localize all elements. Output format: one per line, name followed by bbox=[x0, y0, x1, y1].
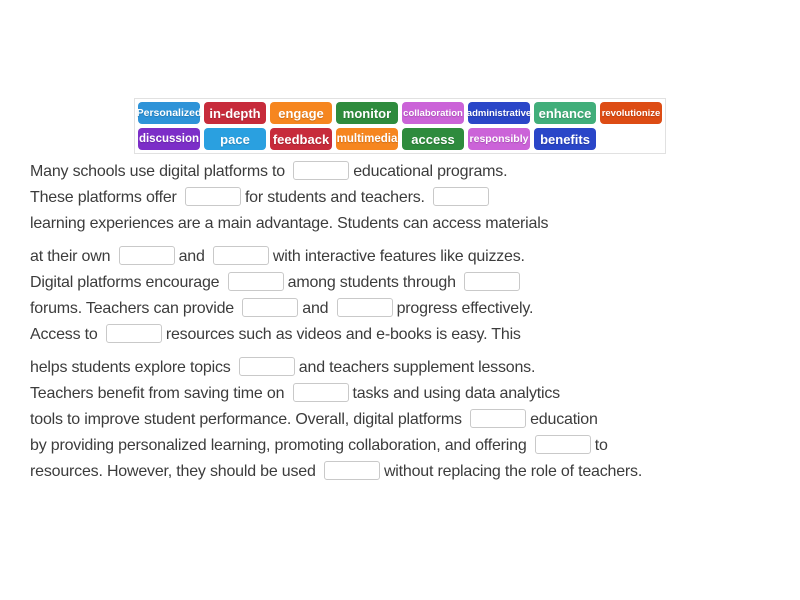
passage-text-segment: tools to improve student performance. Overall, digital platforms bbox=[30, 411, 462, 428]
passage-text-segment: and teachers supplement lessons. bbox=[298, 359, 536, 376]
passage-text-segment: Many schools use digital platforms to bbox=[30, 163, 285, 180]
word-chip-in-depth[interactable]: in-depth bbox=[204, 102, 266, 124]
passage-line bbox=[30, 381, 790, 407]
word-chip-benefits[interactable]: benefits bbox=[534, 128, 596, 150]
passage-text-segment: Teachers benefit from saving time on bbox=[30, 385, 285, 402]
passage-line bbox=[30, 355, 790, 381]
word-bank-row bbox=[138, 128, 662, 150]
passage-text-segment: resources such as videos and e-books is easy. This bbox=[165, 326, 521, 343]
answer-blank[interactable] bbox=[119, 246, 175, 265]
answer-blank[interactable] bbox=[324, 461, 380, 480]
passage-text-segment: without replacing the role of teachers. bbox=[383, 463, 643, 480]
passage-text-segment: education bbox=[530, 411, 598, 428]
passage-text-segment: and bbox=[178, 248, 205, 265]
passage-text-segment: These platforms offer bbox=[30, 189, 177, 206]
word-chip-responsibly[interactable]: responsibly bbox=[468, 128, 530, 150]
passage-paragraph bbox=[30, 159, 790, 237]
passage-line bbox=[30, 459, 790, 485]
passage-text-segment: Access to bbox=[30, 326, 98, 343]
word-bank-row bbox=[138, 102, 662, 124]
passage-text-segment: with interactive features like quizzes. bbox=[272, 248, 525, 265]
passage-text-segment: progress effectively. bbox=[396, 300, 534, 317]
passage-text-segment: educational programs. bbox=[353, 163, 508, 180]
passage-line bbox=[30, 211, 790, 237]
passage-text-segment: and bbox=[302, 300, 329, 317]
word-chip-collaboration[interactable]: collaboration bbox=[402, 102, 464, 124]
passage-line bbox=[30, 270, 790, 296]
passage-line bbox=[30, 244, 790, 270]
answer-blank[interactable] bbox=[293, 383, 349, 402]
word-chip-access[interactable]: access bbox=[402, 128, 464, 150]
passage-text-segment: resources. However, they should be used bbox=[30, 463, 316, 480]
passage-line bbox=[30, 322, 790, 348]
answer-blank[interactable] bbox=[228, 272, 284, 291]
word-chip-feedback[interactable]: feedback bbox=[270, 128, 332, 150]
word-chip-discussion[interactable]: discussion bbox=[138, 128, 200, 150]
passage-text-segment: among students through bbox=[287, 274, 456, 291]
passage-text-segment: helps students explore topics bbox=[30, 359, 231, 376]
passage-text-segment: tasks and using data analytics bbox=[352, 385, 560, 402]
answer-blank[interactable] bbox=[535, 435, 591, 454]
word-chip-administrative[interactable]: administrative bbox=[468, 102, 530, 124]
answer-blank[interactable] bbox=[470, 409, 526, 428]
answer-blank[interactable] bbox=[185, 187, 241, 206]
word-chip-revolutionize[interactable]: revolutionize bbox=[600, 102, 662, 124]
answer-blank[interactable] bbox=[213, 246, 269, 265]
passage-line bbox=[30, 185, 790, 211]
passage-text-segment: learning experiences are a main advantage. Students can access materials bbox=[30, 215, 549, 232]
answer-blank[interactable] bbox=[433, 187, 489, 206]
passage-text bbox=[30, 159, 790, 492]
answer-blank[interactable] bbox=[337, 298, 393, 317]
passage-paragraph bbox=[30, 355, 790, 485]
answer-blank[interactable] bbox=[239, 357, 295, 376]
passage-text-segment: to bbox=[594, 437, 608, 454]
answer-blank[interactable] bbox=[464, 272, 520, 291]
word-chip-enhance[interactable]: enhance bbox=[534, 102, 596, 124]
answer-blank[interactable] bbox=[106, 324, 162, 343]
passage-paragraph bbox=[30, 244, 790, 348]
word-chip-monitor[interactable]: monitor bbox=[336, 102, 398, 124]
word-chip-pace[interactable]: pace bbox=[204, 128, 266, 150]
passage-text-segment: by providing personalized learning, promoting collaboration, and offering bbox=[30, 437, 527, 454]
word-chip-personalized[interactable]: Personalized bbox=[138, 102, 200, 124]
passage-line bbox=[30, 159, 790, 185]
passage-text-segment: for students and teachers. bbox=[244, 189, 425, 206]
passage-text-segment: forums. Teachers can provide bbox=[30, 300, 234, 317]
passage-text-segment: Digital platforms encourage bbox=[30, 274, 220, 291]
passage-line bbox=[30, 433, 790, 459]
answer-blank[interactable] bbox=[293, 161, 349, 180]
answer-blank[interactable] bbox=[242, 298, 298, 317]
word-chip-multimedia[interactable]: multimedia bbox=[336, 128, 398, 150]
word-chip-engage[interactable]: engage bbox=[270, 102, 332, 124]
passage-line bbox=[30, 407, 790, 433]
word-bank bbox=[134, 98, 666, 154]
passage-text-segment: at their own bbox=[30, 248, 111, 265]
passage-line bbox=[30, 296, 790, 322]
